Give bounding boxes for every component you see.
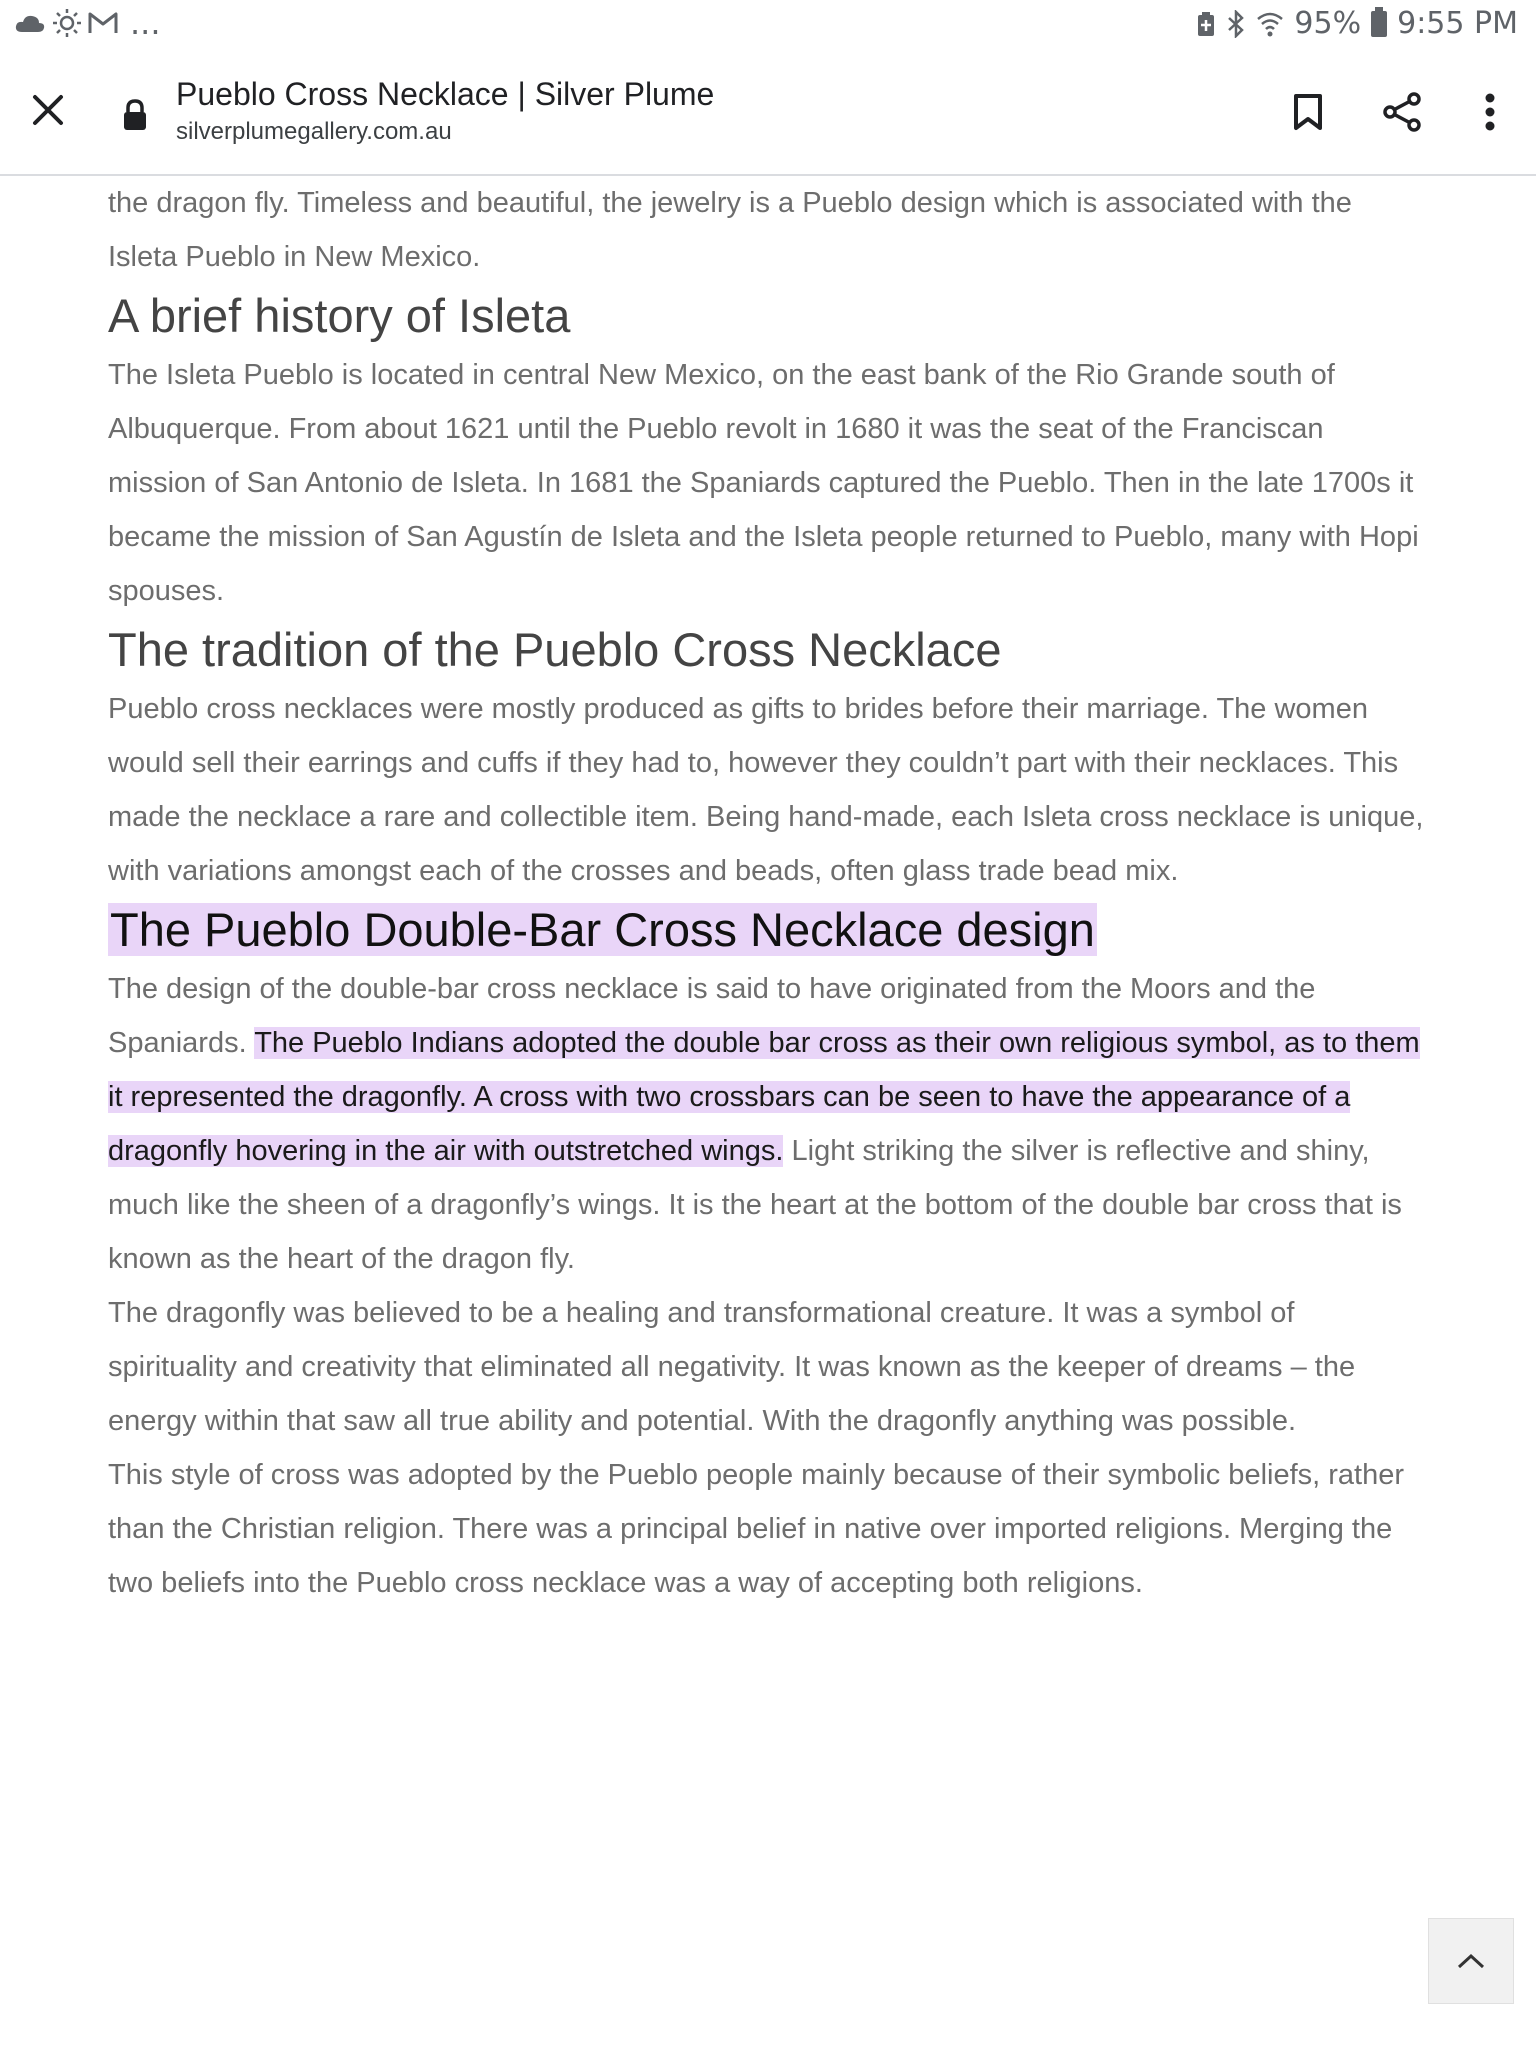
wifi-icon — [1256, 11, 1284, 37]
cloud-icon — [14, 12, 46, 34]
highlighted-text[interactable]: The Pueblo Indians adopted the double bar cross as their own religious symbol, as to them it represented the dragonfly. A cross with two crossbars can be seen to have the appearance of a dragonfly hovering in the air with outstretched wings. — [108, 1027, 1420, 1167]
heading-double-bar — [108, 898, 1428, 962]
double-bar-text-after: Light striking the silver is reflective and shiny, much like the sheen of a dragonfly’s wings. It is the heart at the bottom of the double bar cross that is known as the heart of the dragon fly. — [108, 1135, 1402, 1275]
lock-icon[interactable] — [120, 98, 150, 132]
battery-icon — [1371, 11, 1387, 37]
share-button[interactable] — [1372, 82, 1432, 142]
bookmark-button[interactable] — [1278, 82, 1338, 142]
title-block[interactable] — [176, 74, 1176, 148]
clock: 9:55 PM — [1397, 6, 1518, 41]
history-paragraph: The Isleta Pueblo is located in central New Mexico, on the east bank of the Rio Grande south of Albuquerque. From about 1621 until the Pueblo revolt in 1680 it was the seat of the Franciscan mission of San Antonio de Isleta. In 1681 the Spaniards captured the Pueblo. Then in the late 1700s it became the mission of San Agustín de Isleta and the Isleta people returned to Pueblo, many with Hopi spouses. — [108, 359, 1419, 607]
bookmark-icon — [1293, 93, 1323, 131]
heading-history: A brief history of Isleta — [108, 289, 571, 342]
tradition-paragraph: Pueblo cross necklaces were mostly produced as gifts to brides before their marriage. The women would sell their earrings and cuffs if they had to, however they couldn’t part with their necklaces. This made the necklace a rare and collectible item. Being hand-made, each Isleta cross necklace is unique, with variations amongst each of the crosses and beads, often glass trade bead mix. — [108, 693, 1424, 887]
notification-icons — [14, 4, 161, 42]
intro-paragraph-tail: the dragon fly. Timeless and beautiful, the jewelry is a Pueblo design which is associated with the Isleta Pueblo in New Mexico. — [108, 187, 1352, 273]
more-options-button[interactable] — [1460, 82, 1520, 142]
double-bar-paragraph — [108, 962, 1428, 1286]
battery-saver-icon — [1196, 11, 1216, 37]
close-icon — [32, 94, 64, 126]
overflow-indicator: ... — [130, 4, 161, 42]
status-bar — [0, 0, 1536, 48]
sun-icon — [52, 8, 82, 38]
scroll-to-top-button[interactable] — [1428, 1918, 1514, 2004]
page-title: Pueblo Cross Necklace | Silver Plume — [176, 76, 715, 112]
heading-tradition: The tradition of the Pueblo Cross Necklace — [108, 623, 1002, 676]
highlighted-heading-text[interactable]: The Pueblo Double-Bar Cross Necklace design — [110, 903, 1095, 956]
style-paragraph: This style of cross was adopted by the Pueblo people mainly because of their symbolic beliefs, rather than the Christian religion. There was a principal belief in native over imported religions. Merging the two beliefs into the Pueblo cross necklace was a way of accepting both religions. — [108, 1459, 1405, 1599]
system-status — [1196, 6, 1518, 41]
more-vert-icon — [1484, 92, 1496, 132]
custom-tab-toolbar — [0, 48, 1536, 176]
close-button[interactable] — [20, 82, 76, 138]
gmail-icon — [88, 11, 118, 35]
page-url: silverplumegallery.com.au — [176, 118, 452, 145]
battery-percent: 95% — [1294, 6, 1362, 41]
bluetooth-icon — [1226, 10, 1246, 38]
share-icon — [1382, 92, 1422, 132]
double-bar-text-before: The design of the double-bar cross necklace is said to have originated from the Moors and the Spaniards. — [108, 973, 1316, 1059]
chevron-up-icon — [1456, 1952, 1486, 1970]
article-content — [108, 176, 1428, 1610]
dragonfly-paragraph: The dragonfly was believed to be a healing and transformational creature. It was a symbol of spirituality and creativity that eliminated all negativity. It was known as the keeper of dreams – the energy within that saw all true ability and potential. With the dragonfly anything was possible. — [108, 1297, 1356, 1437]
